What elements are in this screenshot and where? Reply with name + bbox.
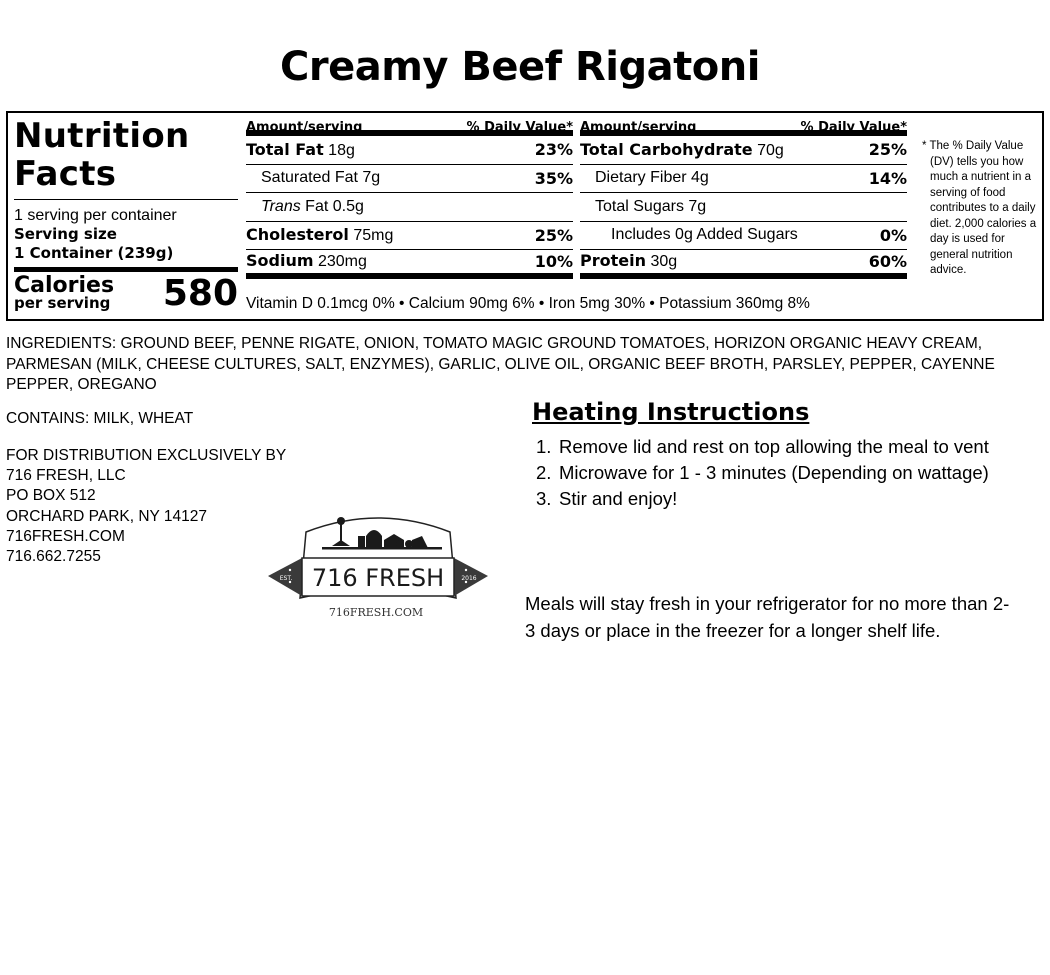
logo-year: 2016 [461,575,477,582]
calories-label: Calories [14,273,115,298]
daily-value-footnote: * The % Daily Value (DV) tells you how much a nutrient in a serving of food contributes to a daily diet. 2,000 calories a day is used for general nutrition advice. [922,140,1037,276]
nutrient-row-cholesterol: Cholesterol 75mg 25% [246,222,573,251]
nutrient-row-trans-fat: Trans Fat 0.5g [246,193,573,222]
calories-value: 580 [162,273,238,314]
column-header: Amount/serving % Daily Value* [246,120,573,135]
nutrient-row-total-fat: Total Fat 18g 23% [246,136,573,165]
list-item: 2. Microwave for 1 - 3 minutes (Depending on wattage) [536,462,989,483]
nutrient-row-protein: Protein 30g 60% [580,250,907,279]
nutrient-column-left [246,119,573,279]
heating-instructions-title: Heating Instructions [532,398,810,426]
distributor-info [6,446,286,567]
brand-logo [266,510,490,626]
nutrition-facts-summary [14,117,238,316]
storage-note: Meals will stay fresh in your refrigerator for no more than 2-3 days or place in the freezer for a longer shelf life. [525,593,1010,641]
calories-sublabel: per serving [14,294,111,312]
logo-est: EST. [279,575,293,582]
vitamins-minerals-line: Vitamin D 0.1mcg 0% • Calcium 90mg 6% • Iron 5mg 30% • Potassium 360mg 8% [246,295,810,312]
divider [14,199,238,200]
servings-per-container: 1 serving per container [14,207,177,224]
product-title: Creamy Beef Rigatoni [280,44,760,90]
serving-size-label: Serving size [14,225,117,243]
nutrient-row-added-sugars: Includes 0g Added Sugars 0% [580,222,907,251]
nutrient-row-total-carbohydrate: Total Carbohydrate 70g 25% [580,136,907,165]
nutrient-row-saturated-fat: Saturated Fat 7g 35% [246,165,573,194]
distributor-line: 716.662.7255 [6,548,101,566]
nutrition-facts-heading: Nutrition Facts [14,116,190,194]
list-item: 1. Remove lid and rest on top allowing the meal to vent [536,436,989,457]
nutrient-row-dietary-fiber: Dietary Fiber 4g 14% [580,165,907,194]
heating-steps [536,434,996,512]
nutrient-column-right [580,119,907,279]
distributor-line: 716FRESH.COM [6,527,125,545]
distributor-line: 716 FRESH, LLC [6,467,126,485]
logo-brand: 716 FRESH [311,564,445,592]
distributor-line: PO BOX 512 [6,487,96,505]
distributor-line: FOR DISTRIBUTION EXCLUSIVELY BY [6,447,287,464]
logo-url: 716FRESH.COM [328,606,424,619]
distributor-line: ORCHARD PARK, NY 14127 [6,507,208,525]
allergen-statement: CONTAINS: MILK, WHEAT [6,410,194,427]
ingredients-list: INGREDIENTS: GROUND BEEF, PENNE RIGATE, ONION, TOMATO MAGIC GROUND TOMATOES, HORIZON ORGANIC HEAVY CREAM, PARMESAN (MILK, CHEESE CULTURES, SALT, ENZYMES), GARLIC, OLIVE OIL, ORGANIC BEEF BROTH, PARSLEY, PEPPER, CAYENNE PEPPER, OREGANO [6,335,995,393]
list-item: 3. Stir and enjoy! [536,488,678,509]
nutrient-row-sodium: Sodium 230mg 10% [246,250,573,279]
column-header: Amount/serving % Daily Value* [580,120,907,135]
nutrition-facts-panel [6,111,1044,321]
calories-block [14,272,238,316]
serving-size-value: 1 Container (239g) [14,244,174,262]
nutrient-row-total-sugars: Total Sugars 7g [580,193,907,222]
